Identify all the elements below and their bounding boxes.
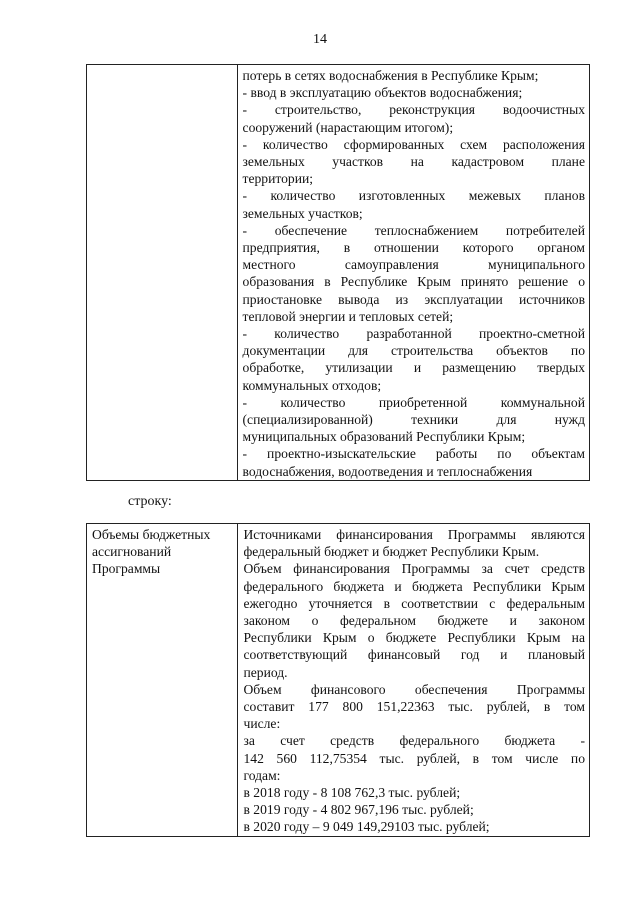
indicators-text: [243, 67, 585, 480]
text-line: Объем финансирования Программы за счет средств: [243, 561, 585, 577]
text-line: - проектно-изыскательские работы по объектам: [242, 446, 585, 462]
text-line: - количество изготовленных межевых планов: [242, 188, 585, 204]
text-line: - обеспечение теплоснабжением потребителей: [242, 222, 585, 238]
text-line: коммунальных отходов;: [242, 377, 382, 393]
text-line: ежегодно уточняется в соответствии с федеральным: [243, 595, 585, 611]
text-line: - количество приобретенной коммунальной: [242, 394, 585, 410]
text-line: Объем финансового обеспечения Программы: [243, 681, 585, 697]
text-line: территории;: [242, 171, 314, 187]
budget-label: [92, 526, 233, 578]
text-line: - ввод в эксплуатацию объектов водоснабжения;: [242, 85, 523, 101]
text-line: - строительство, реконструкция водоочистных: [242, 102, 585, 118]
table-row: [87, 65, 590, 481]
text-line: составит 177 800 151,22363 тыс. рублей, в том: [243, 699, 585, 715]
text-line: документации для строительства объектов по: [242, 343, 585, 359]
table-cell-content: [238, 524, 590, 837]
text-line: соответствующий финансовый год и плановый: [243, 647, 585, 663]
text-line: 142 560 112,75354 тыс. рублей, в том числе по: [243, 750, 585, 766]
text-line: федеральный бюджет и бюджет Республики Крым.: [243, 544, 540, 560]
label-line: Программы: [92, 561, 161, 577]
text-line: (специализированной) техники для нужд: [242, 412, 585, 428]
label-line: Объемы бюджетных: [92, 527, 211, 542]
text-line: земельных участков на кадастровом плане: [242, 154, 585, 170]
indicators-table-fragment: [86, 64, 590, 481]
table-cell-label: [87, 524, 238, 837]
text-line: в 2018 году - 8 108 762,3 тыс. рублей;: [243, 785, 461, 801]
text-line: сооружений (нарастающим итогом);: [242, 119, 454, 135]
text-line: земельных участков;: [242, 205, 363, 221]
text-line: местного самоуправления муниципального: [242, 257, 585, 273]
text-line: законом о федеральном бюджете и законом: [243, 613, 585, 629]
text-line: Республики Крым о бюджете Республики Крым на: [243, 630, 585, 646]
text-line: в 2020 году – 9 049 149,29103 тыс. рублей;: [243, 819, 490, 835]
table-cell-content: [237, 65, 589, 481]
text-line: предприятия, в отношении которого органом: [242, 240, 585, 256]
page-number: 14: [313, 32, 327, 47]
text-line: муниципальных образований Республики Крым;: [242, 429, 526, 445]
text-line: водоснабжения, водоотведения и теплоснабжения: [242, 463, 533, 479]
text-line: образования в Республике Крым принято решение о: [242, 274, 585, 290]
text-line: числе:: [243, 716, 281, 732]
text-line: обработке, утилизации и размещению твердых: [242, 360, 585, 376]
text-line: федерального бюджета и бюджета Республики Крым: [243, 578, 585, 594]
table-row: [87, 524, 590, 837]
text-line: тепловой энергии и тепловых сетей;: [242, 308, 454, 324]
budget-text: [243, 526, 585, 836]
label-line: ассигнований: [92, 544, 172, 560]
stroke-label: строку:: [128, 494, 172, 509]
text-line: приостановке вывода из эксплуатации источников: [242, 291, 585, 307]
text-line: - количество разработанной проектно-сметной: [242, 326, 585, 342]
text-line: - количество сформированных схем расположения: [242, 136, 585, 152]
text-line: за счет средств федерального бюджета -: [243, 733, 585, 749]
budget-table: [86, 523, 590, 837]
text-line: Источниками финансирования Программы являются: [243, 527, 585, 542]
text-line: потерь в сетях водоснабжения в Республике Крым;: [242, 68, 539, 83]
text-line: в 2019 году - 4 802 967,196 тыс. рублей;: [243, 802, 474, 818]
text-line: годам:: [243, 767, 281, 783]
text-line: период.: [243, 664, 288, 680]
table-cell-label: [87, 65, 238, 481]
